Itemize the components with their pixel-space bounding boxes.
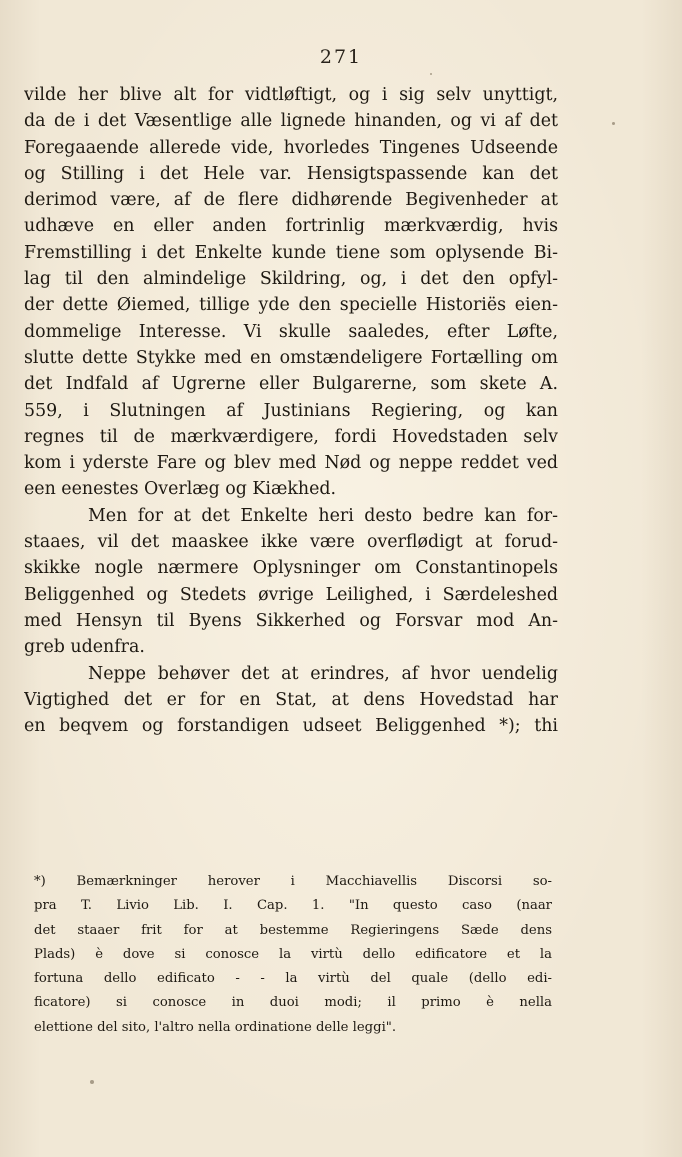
ink-speck bbox=[430, 73, 432, 75]
text-line: derimod være, af de flere didhørende Begivenheder at bbox=[24, 190, 558, 211]
footnote-line: ficatore) si conosce in duoi modi; il primo è nella bbox=[34, 995, 552, 1011]
text-line: Beliggenhed og Stedets øvrige Leilighed, i Særdeleshed bbox=[24, 584, 558, 605]
text-line: Vigtighed det er for en Stat, at dens Hovedstad har bbox=[24, 689, 558, 710]
footnote-line: fortuna dello edificato - - la virtù del quale (dello edi- bbox=[34, 971, 552, 987]
text-line-paragraph-end: greb udenfra. bbox=[24, 637, 145, 658]
text-line: en beqvem og forstandigen udseet Beliggenhed *); thi bbox=[24, 716, 558, 737]
text-line: kom i yderste Fare og blev med Nød og neppe reddet ved bbox=[24, 453, 558, 474]
text-line: regnes til de mærkværdigere, fordi Hovedstaden selv bbox=[24, 426, 558, 447]
footnote-line: Plads) è dove si conosce la virtù dello edificatore et la bbox=[34, 946, 552, 962]
page-number: 271 bbox=[319, 46, 363, 68]
text-line: Fremstilling i det Enkelte kunde tiene som oplysende Bi- bbox=[24, 242, 558, 263]
text-line: vilde her blive alt for vidtløftigt, og i sig selv unyttigt, bbox=[24, 85, 558, 105]
text-line: dommelige Interesse. Vi skulle saaledes, efter Løfte, bbox=[24, 321, 558, 342]
text-line: og Stilling i det Hele var. Hensigtspassende kan det bbox=[24, 163, 558, 184]
text-line: skikke nogle nærmere Oplysninger om Constantinopels bbox=[24, 558, 558, 579]
text-line: staaes, vil det maaskee ikke være overflødigt at forud- bbox=[24, 532, 558, 553]
text-line-paragraph-end: een eenestes Overlæg og Kiækhed. bbox=[24, 479, 337, 500]
footnote-line: pra T. Livio Lib. I. Cap. 1. "In questo caso (naar bbox=[34, 898, 552, 914]
text-line: lag til den almindelige Skildring, og, i det den opfyl- bbox=[24, 269, 558, 290]
ink-speck bbox=[90, 1080, 94, 1084]
text-line-paragraph-start: Neppe behøver det at erindres, af hvor uendelig bbox=[88, 663, 558, 684]
footnote bbox=[34, 870, 552, 1040]
footnote-line: det staaer frit for at bestemme Regieringens Sæde dens bbox=[34, 922, 552, 938]
footnote-line: elettione del sito, l'altro nella ordinatione delle leggi". bbox=[34, 1019, 397, 1035]
text-line: der dette Øiemed, tillige yde den specielle Historiës eien- bbox=[24, 295, 558, 316]
text-line-paragraph-start: Men for at det Enkelte heri desto bedre kan for- bbox=[88, 505, 558, 526]
text-line: da de i det Væsentlige alle lignede hinanden, og vi af det bbox=[24, 111, 558, 132]
text-line: med Hensyn til Byens Sikkerhed og Forsvar mod An- bbox=[24, 610, 558, 631]
text-line: 559, i Slutningen af Justinians Regiering, og kan bbox=[24, 400, 558, 421]
text-line: slutte dette Stykke med en omstændeligere Fortælling om bbox=[24, 347, 558, 368]
text-line: Foregaaende allerede vide, hvorledes Tingenes Udseende bbox=[24, 137, 558, 158]
ink-speck bbox=[612, 122, 615, 125]
text-line: det Indfald af Ugrerne eller Bulgarerne, som skete A. bbox=[24, 374, 558, 395]
body-text bbox=[24, 82, 558, 739]
footnote-line: *) Bemærkninger herover i Macchiavellis Discorsi so- bbox=[34, 874, 552, 889]
text-line: udhæve en eller anden fortrinlig mærkværdig, hvis bbox=[24, 216, 558, 237]
